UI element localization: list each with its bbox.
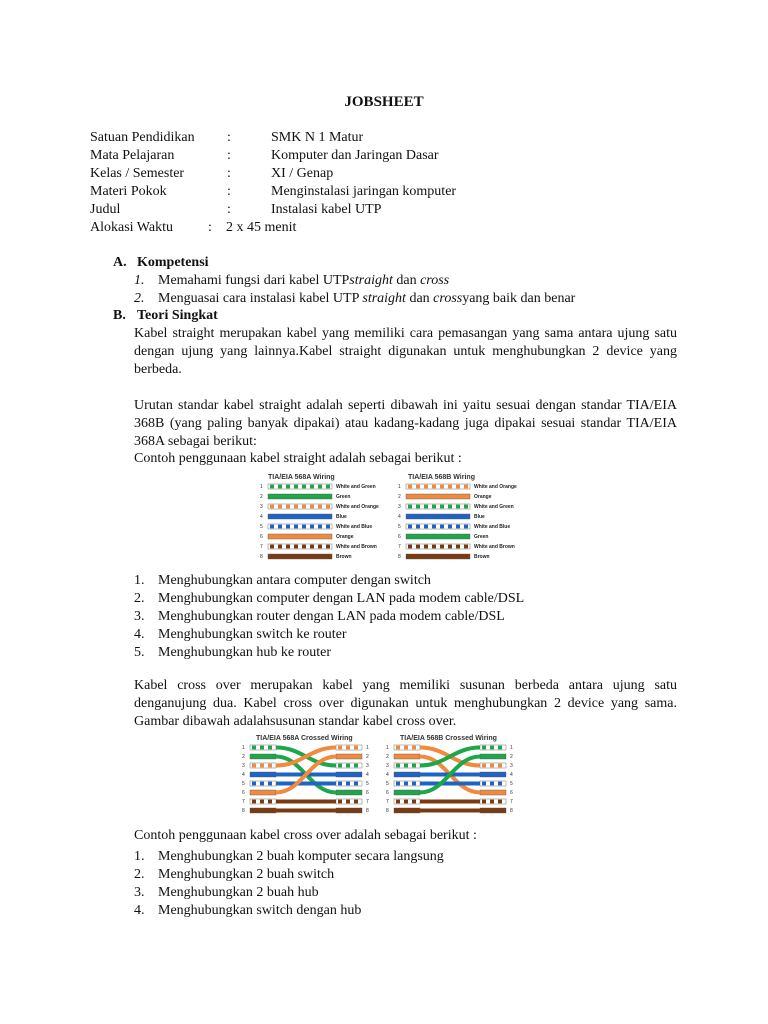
pin-number: 6: [386, 790, 389, 796]
list-number: 5.: [134, 645, 145, 660]
pin-number: 4: [398, 514, 401, 520]
wire-label: Blue: [474, 514, 485, 520]
wire-label: White and Blue: [336, 524, 373, 530]
wire-stripe: [302, 505, 306, 509]
wire-stripe: [490, 782, 494, 786]
wire-label: Green: [474, 534, 489, 540]
wire-2: [394, 754, 420, 759]
wire-stripe: [412, 800, 416, 804]
pin-number: 7: [386, 799, 389, 805]
list-text: Menghubungkan hub ke router: [158, 645, 332, 660]
pin-number: 8: [242, 808, 245, 814]
pin-number: 1: [386, 745, 389, 751]
wire-stripe: [326, 545, 330, 549]
pin-number: 6: [366, 790, 369, 796]
info-key: Judul: [90, 202, 121, 217]
wire-stripe: [260, 782, 264, 786]
wire-stripe: [268, 746, 272, 750]
wire-stripe: [448, 485, 452, 489]
wire-stripe: [260, 746, 264, 750]
wire-stripe: [268, 782, 272, 786]
wire-label: Orange: [474, 494, 492, 500]
wire-label: White and Blue: [474, 524, 511, 530]
wire-2: [406, 494, 470, 499]
wire-stripe: [432, 505, 436, 509]
pin-number: 2: [386, 754, 389, 760]
pin-number: 4: [242, 772, 245, 778]
wire-stripe: [338, 800, 342, 804]
pin-number: 1: [510, 745, 513, 751]
pin-number: 2: [366, 754, 369, 760]
wire-stripe: [396, 800, 400, 804]
pin-number: 6: [260, 534, 263, 540]
wire-stripe: [278, 505, 282, 509]
section-letter: B.: [113, 308, 126, 323]
info-value: XI / Genap: [271, 166, 334, 181]
wire-stripe: [408, 505, 412, 509]
pin-number: 4: [386, 772, 389, 778]
pin-number: 2: [398, 494, 401, 500]
wire-stripe: [440, 525, 444, 529]
wire-6: [336, 790, 362, 795]
figure-title-568b-crossed: TIA/EIA 568B Crossed Wiring: [400, 735, 497, 742]
wire-stripe: [412, 746, 416, 750]
pin-number: 7: [510, 799, 513, 805]
wire-stripe: [424, 525, 428, 529]
wire-6: [394, 790, 420, 795]
wire-stripe: [294, 485, 298, 489]
wire-1: [268, 484, 332, 489]
wire-stripe: [326, 525, 330, 529]
pin-number: 1: [366, 745, 369, 751]
wire-stripe: [404, 764, 408, 768]
list-text: Menghubungkan antara computer dengan switch: [158, 573, 431, 588]
wire-stripe: [440, 545, 444, 549]
wire-stripe: [310, 545, 314, 549]
info-key: Alokasi Waktu: [90, 220, 173, 235]
list-number: 4.: [134, 903, 145, 918]
pin-number: 8: [366, 808, 369, 814]
list-text: Menghubungkan 2 buah switch: [158, 867, 335, 882]
info-value: Komputer dan Jaringan Dasar: [271, 148, 439, 163]
wire-3: [268, 504, 332, 509]
list-number: 1.: [134, 273, 145, 288]
wire-2: [336, 754, 362, 759]
wire-stripe: [464, 525, 468, 529]
wire-stripe: [464, 505, 468, 509]
info-value: Menginstalasi jaringan komputer: [271, 184, 457, 199]
figure-title-568a: TIA/EIA 568A Wiring: [268, 474, 335, 481]
wire-stripe: [260, 800, 264, 804]
pin-number: 5: [260, 524, 263, 530]
wire-stripe: [338, 746, 342, 750]
wire-1: [406, 484, 470, 489]
pin-number: 1: [260, 484, 263, 490]
wire-stripe: [482, 764, 486, 768]
wire-stripe: [440, 505, 444, 509]
wire-stripe: [286, 545, 290, 549]
wire-7: [406, 544, 470, 549]
wire-stripe: [318, 545, 322, 549]
wire-stripe: [408, 485, 412, 489]
list-number: 3.: [134, 885, 145, 900]
info-sep: :: [227, 202, 231, 217]
wire-stripe: [416, 545, 420, 549]
wire-stripe: [310, 505, 314, 509]
wire-label: White and Orange: [474, 484, 517, 490]
wire-label: White and Brown: [474, 544, 515, 550]
paragraph-straight-definition: Kabel straight merupakan kabel yang memiliki cara pemasangan yang sama antara ujung satu dengan ujung yang lainnya.Kabel straight digunakan untuk menghubungkan 2 device yang berbeda.: [134, 326, 677, 377]
pin-number: 6: [510, 790, 513, 796]
wire-stripe: [302, 525, 306, 529]
wire-stripe: [286, 525, 290, 529]
paragraph-straight-standard: Urutan standar kabel straight adalah seperti dibawah ini yaitu sesuai dengan standar TIA/EIA 368B (yang paling banyak dipakai) atau kadang-kadang juga dipakai sesuai standar TIA/EIA 368A sebagai berikut:: [134, 398, 677, 449]
info-sep: :: [227, 148, 231, 163]
wire-2: [250, 754, 276, 759]
wire-stripe: [286, 485, 290, 489]
pin-number: 4: [366, 772, 369, 778]
wire-stripe: [260, 764, 264, 768]
pin-number: 4: [260, 514, 263, 520]
straight-wiring-figure: [256, 471, 528, 565]
wire-stripe: [396, 782, 400, 786]
wire-stripe: [396, 764, 400, 768]
list-number: 4.: [134, 627, 145, 642]
wire-stripe: [404, 746, 408, 750]
wire-stripe: [326, 485, 330, 489]
pin-number: 3: [366, 763, 369, 769]
info-sep: :: [227, 130, 231, 145]
wire-stripe: [278, 545, 282, 549]
wire-label: Brown: [336, 554, 352, 560]
wire-stripe: [252, 800, 256, 804]
pin-number: 8: [386, 808, 389, 814]
pin-number: 7: [242, 799, 245, 805]
pin-number: 7: [398, 544, 401, 550]
wire-stripe: [268, 764, 272, 768]
wire-label: Green: [336, 494, 351, 500]
cross-wiring-568b-group: [386, 745, 513, 814]
wire-stripe: [346, 746, 350, 750]
wire-stripe: [270, 545, 274, 549]
wire-label: White and Brown: [336, 544, 377, 550]
wire-stripe: [294, 545, 298, 549]
pin-number: 6: [242, 790, 245, 796]
wire-4: [480, 772, 506, 777]
wire-stripe: [456, 505, 460, 509]
wire-stripe: [396, 746, 400, 750]
list-text: Menghubungkan 2 buah hub: [158, 885, 319, 900]
wire-stripe: [498, 800, 502, 804]
wire-4: [406, 514, 470, 519]
wire-stripe: [286, 505, 290, 509]
wire-4: [394, 772, 420, 777]
wire-stripe: [310, 525, 314, 529]
cross-wiring-568a-group: [242, 745, 369, 814]
figure-title-568a-crossed: TIA/EIA 568A Crossed Wiring: [256, 735, 353, 742]
wire-stripe: [464, 485, 468, 489]
cross-usage-intro: Contoh penggunaan kabel cross over adalah sebagai berikut :: [134, 828, 477, 843]
wire-stripe: [482, 800, 486, 804]
wire-stripe: [456, 485, 460, 489]
wire-stripe: [448, 505, 452, 509]
wire-stripe: [404, 800, 408, 804]
pin-number: 7: [260, 544, 263, 550]
list-number: 1.: [134, 573, 145, 588]
pin-number: 4: [510, 772, 513, 778]
pin-number: 8: [510, 808, 513, 814]
wire-stripe: [310, 485, 314, 489]
list-text: Menghubungkan 2 buah komputer secara langsung: [158, 849, 444, 864]
pin-number: 5: [386, 781, 389, 787]
wire-label: Blue: [336, 514, 347, 520]
info-key: Satuan Pendidikan: [90, 130, 195, 145]
wire-stripe: [354, 782, 358, 786]
wire-5: [268, 524, 332, 529]
wire-stripe: [252, 764, 256, 768]
info-sep: :: [227, 184, 231, 199]
pin-number: 3: [242, 763, 245, 769]
pin-number: 3: [260, 504, 263, 510]
wire-stripe: [278, 485, 282, 489]
wire-stripe: [432, 545, 436, 549]
pin-number: 7: [366, 799, 369, 805]
info-value: Instalasi kabel UTP: [271, 202, 382, 217]
wire-stripe: [432, 525, 436, 529]
wire-stripe: [318, 525, 322, 529]
wire-stripe: [252, 746, 256, 750]
section-title: Teori Singkat: [137, 308, 218, 323]
list-number: 2.: [134, 591, 145, 606]
wire-6: [250, 790, 276, 795]
cross-wiring-figure: [240, 731, 522, 819]
wire-stripe: [490, 764, 494, 768]
pin-number: 1: [398, 484, 401, 490]
pin-number: 6: [398, 534, 401, 540]
wire-6: [268, 534, 332, 539]
wire-stripe: [490, 800, 494, 804]
wire-stripe: [302, 545, 306, 549]
wire-8: [480, 808, 506, 813]
section-b-heading: [113, 308, 218, 324]
wire-stripe: [432, 485, 436, 489]
wire-stripe: [498, 782, 502, 786]
section-a-heading: [113, 255, 209, 271]
wire-stripe: [424, 505, 428, 509]
info-value: SMK N 1 Matur: [271, 130, 364, 145]
wire-label: White and Orange: [336, 504, 379, 510]
wire-4: [250, 772, 276, 777]
wire-stripe: [498, 764, 502, 768]
list-text: Menguasai cara instalasi kabel UTP straight dan crossyang baik dan benar: [158, 291, 576, 306]
paragraph-cross-definition: Kabel cross over merupakan kabel yang memiliki susunan berbeda antara ujung satu denganujung dua. Kabel cross over digunakan untuk menghubungkan 2 device yang sama. Gambar dibawah adalahsusunan standar kabel cross over.: [134, 678, 677, 729]
wire-stripe: [424, 545, 428, 549]
wire-3: [406, 504, 470, 509]
wire-stripe: [416, 505, 420, 509]
wire-6: [406, 534, 470, 539]
wire-stripe: [346, 764, 350, 768]
wire-label: Orange: [336, 534, 354, 540]
pin-number: 2: [260, 494, 263, 500]
wire-stripe: [448, 545, 452, 549]
wire-label: White and Green: [474, 504, 514, 510]
info-value: 2 x 45 menit: [226, 220, 297, 235]
wire-stripe: [416, 485, 420, 489]
list-text: Menghubungkan computer dengan LAN pada modem cable/DSL: [158, 591, 525, 606]
pin-number: 8: [398, 554, 401, 560]
wire-stripe: [338, 782, 342, 786]
pin-number: 8: [260, 554, 263, 560]
wire-stripe: [408, 525, 412, 529]
wire-stripe: [456, 545, 460, 549]
wire-stripe: [278, 525, 282, 529]
wire-8: [268, 554, 332, 559]
list-text: Menghubungkan switch ke router: [158, 627, 347, 642]
wire-stripe: [302, 485, 306, 489]
pin-number: 1: [242, 745, 245, 751]
info-sep: :: [227, 166, 231, 181]
wire-stripe: [416, 525, 420, 529]
wire-8: [336, 808, 362, 813]
wire-stripe: [294, 525, 298, 529]
info-key: Kelas / Semester: [90, 166, 185, 181]
wire-stripe: [252, 782, 256, 786]
wire-stripe: [404, 782, 408, 786]
wire-stripe: [270, 525, 274, 529]
wire-stripe: [482, 782, 486, 786]
wire-8: [394, 808, 420, 813]
info-sep: :: [208, 220, 212, 235]
wire-stripe: [270, 505, 274, 509]
wire-stripe: [326, 505, 330, 509]
wire-5: [406, 524, 470, 529]
pin-number: 2: [242, 754, 245, 760]
wire-stripe: [318, 485, 322, 489]
list-number: 1.: [134, 849, 145, 864]
wire-stripe: [338, 764, 342, 768]
wire-8: [250, 808, 276, 813]
wire-stripe: [412, 782, 416, 786]
pin-number: 2: [510, 754, 513, 760]
list-text: Memahami fungsi dari kabel UTPstraight dan cross: [158, 273, 450, 288]
list-text: Menghubungkan router dengan LAN pada modem cable/DSL: [158, 609, 505, 624]
pin-number: 5: [366, 781, 369, 787]
wire-stripe: [346, 782, 350, 786]
wire-stripe: [346, 800, 350, 804]
wire-8: [406, 554, 470, 559]
wire-stripe: [456, 525, 460, 529]
wire-stripe: [424, 485, 428, 489]
wire-stripe: [482, 746, 486, 750]
list-number: 2.: [134, 867, 145, 882]
wire-stripe: [412, 764, 416, 768]
list-number: 2.: [134, 291, 145, 306]
wire-7: [268, 544, 332, 549]
section-title: Kompetensi: [137, 255, 209, 270]
wire-6: [480, 790, 506, 795]
wire-stripe: [354, 764, 358, 768]
wire-stripe: [464, 545, 468, 549]
wire-stripe: [408, 545, 412, 549]
document-title: JOBSHEET: [344, 94, 424, 110]
straight-usage-intro: Contoh penggunaan kabel straight adalah sebagai berikut :: [134, 451, 462, 466]
wire-2: [268, 494, 332, 499]
list-text: Menghubungkan switch dengan hub: [158, 903, 362, 918]
list-number: 3.: [134, 609, 145, 624]
wire-stripe: [490, 746, 494, 750]
wire-stripe: [440, 485, 444, 489]
info-key: Mata Pelajaran: [90, 148, 175, 163]
wire-2: [480, 754, 506, 759]
info-key: Materi Pokok: [90, 184, 167, 199]
pin-number: 5: [398, 524, 401, 530]
wire-stripe: [318, 505, 322, 509]
wire-4: [336, 772, 362, 777]
wire-stripe: [498, 746, 502, 750]
section-letter: A.: [113, 255, 127, 270]
pin-number: 3: [398, 504, 401, 510]
wire-stripe: [354, 746, 358, 750]
pin-number: 3: [386, 763, 389, 769]
wiring-568b-group: [398, 484, 517, 560]
wire-stripe: [354, 800, 358, 804]
pin-number: 5: [510, 781, 513, 787]
wiring-568a-group: [260, 484, 379, 560]
wire-label: White and Green: [336, 484, 376, 490]
wire-label: Brown: [474, 554, 490, 560]
pin-number: 3: [510, 763, 513, 769]
wire-stripe: [448, 525, 452, 529]
wire-stripe: [270, 485, 274, 489]
figure-title-568b: TIA/EIA 568B Wiring: [408, 474, 475, 481]
pin-number: 5: [242, 781, 245, 787]
wire-stripe: [268, 800, 272, 804]
wire-stripe: [294, 505, 298, 509]
wire-4: [268, 514, 332, 519]
